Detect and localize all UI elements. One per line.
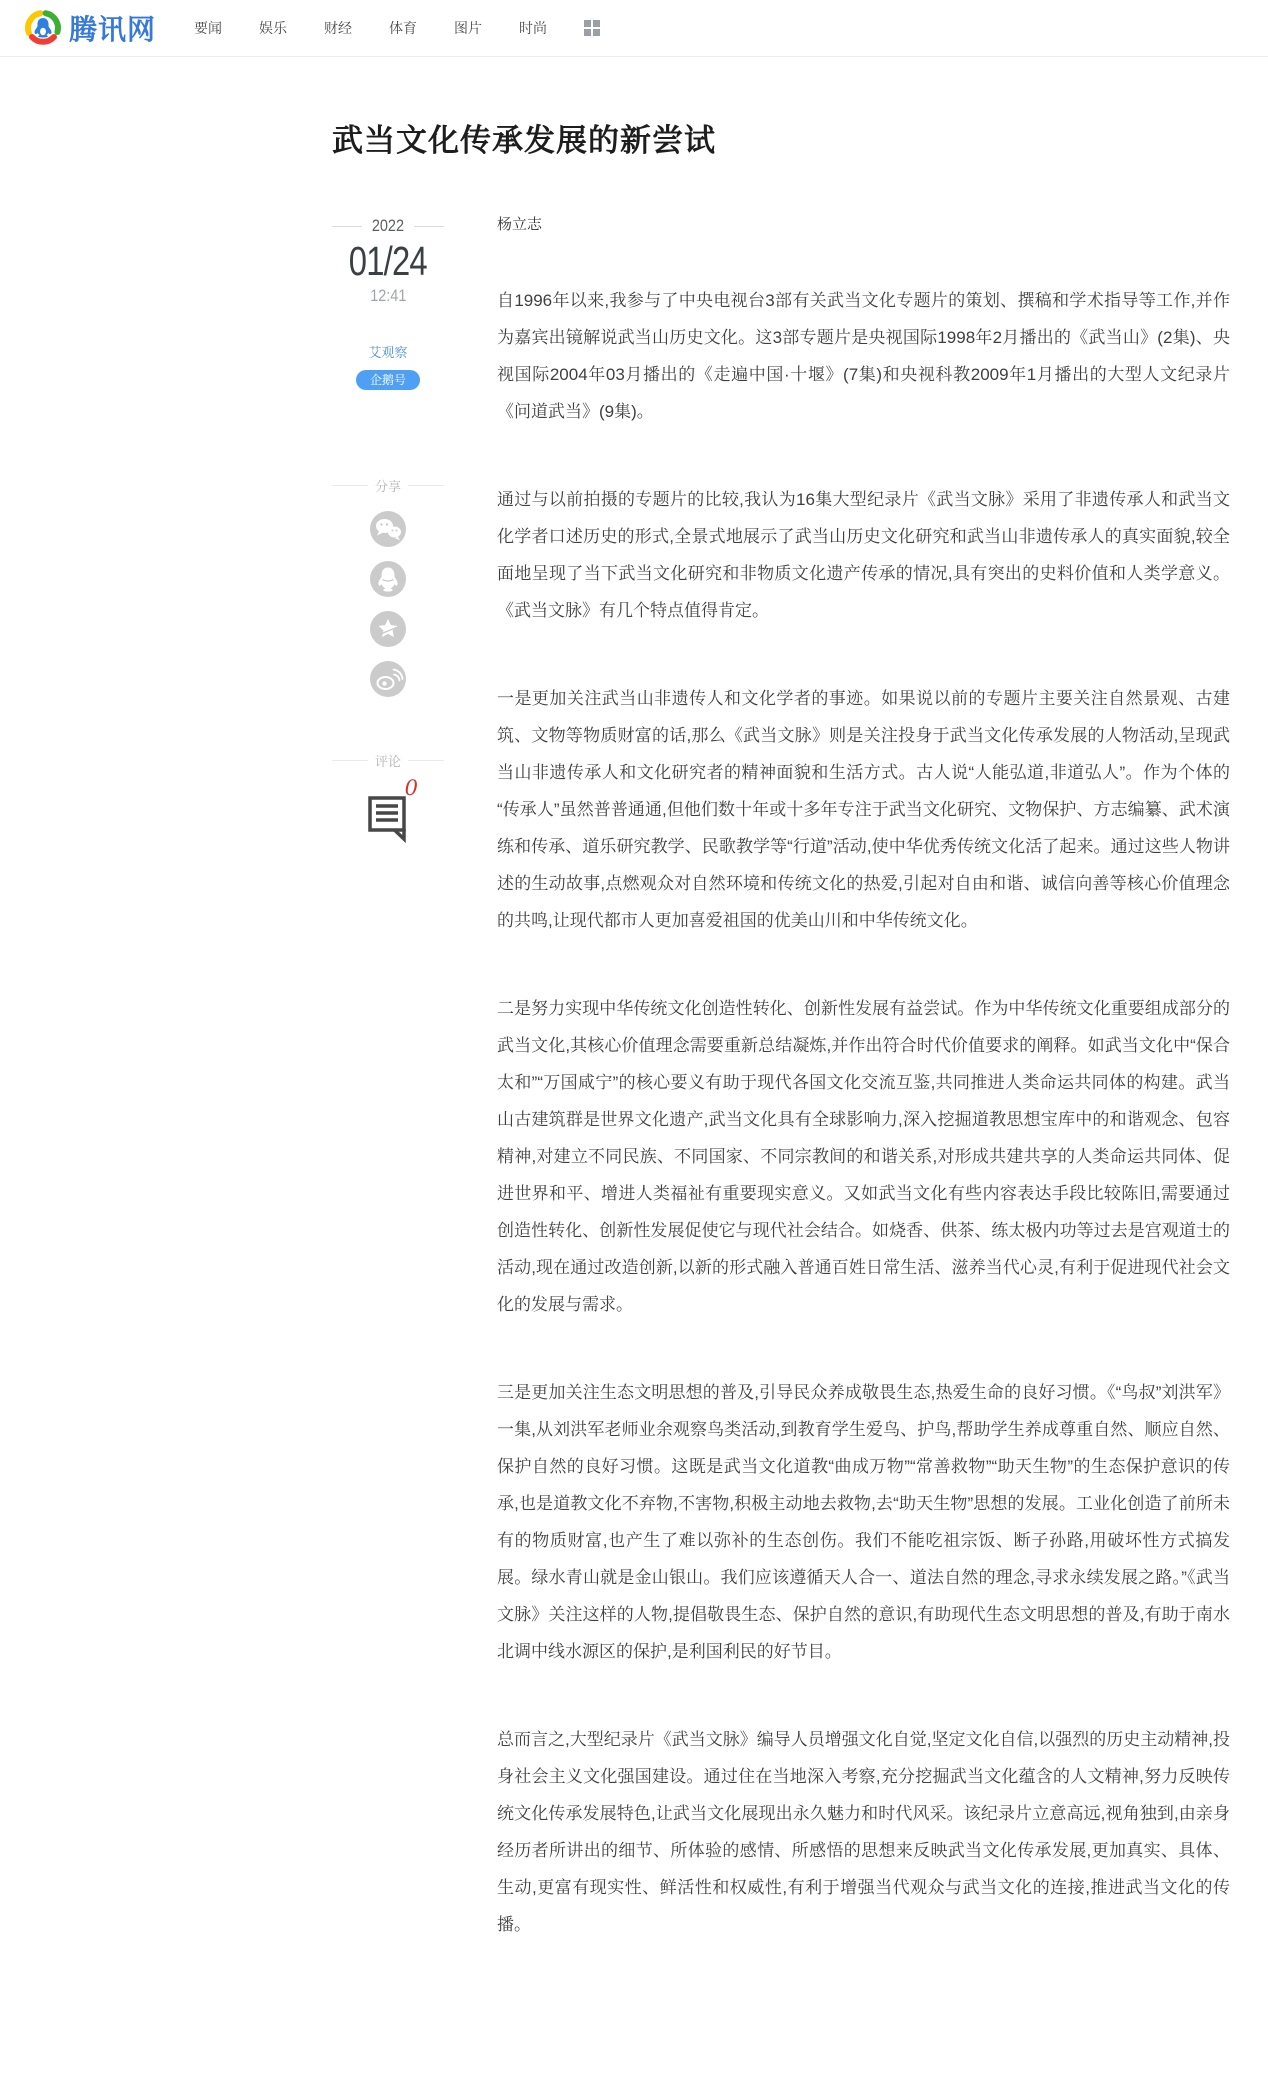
nav-item-headlines[interactable]: 要闻: [194, 20, 223, 36]
article-content: [497, 208, 1230, 1994]
tencent-logo-text: 腾讯网: [69, 14, 157, 45]
share-buttons: [370, 511, 406, 697]
article-page: [0, 115, 1268, 1994]
wechat-icon: [370, 511, 406, 547]
nav-item-finance[interactable]: 财经: [324, 20, 353, 36]
qq-icon: [370, 561, 406, 597]
share-section-label: 分享: [332, 476, 444, 495]
paragraph-4: 二是努力实现中华传统文化创造性转化、创新性发展有益尝试。作为中华传统文化重要组成部分的武当文化,其核心价值理念需要重新总结凝炼,并作出符合时代价值要求的阐释。如武当文化中“保合太和”“万国咸宁”的核心要义有助于现代各国文化交流互鉴,共同推进人类命运共同体的构建。武当山古建筑群是世界文化遗产,武当文化具有全球影响力,深入挖掘道教思想宝库中的和谐观念、包容精神,对建立不同民族、不同国家、不同宗教间的和谐关系,对形成共建共享的人类命运共同体、促进世界和平、增进人类福祉有重要现实意义。又如武当文化有些内容表达手段比较陈旧,需要通过创造性转化、创新性发展促使它与现代社会结合。如烧香、供茶、练太极内功等过去是宫观道士的活动,现在通过改造创新,以新的形式融入普通百姓日常生活、滋养当代心灵,有利于促进现代社会文化的发展与需求。: [497, 999, 1230, 1314]
comment-button[interactable]: [362, 776, 418, 844]
qq-share-button[interactable]: [370, 561, 406, 597]
tencent-penguin-logo-icon: [24, 9, 62, 47]
penguin-account-badge: 企鹅号: [356, 370, 420, 390]
weibo-icon: [370, 661, 406, 697]
tencent-logo[interactable]: [24, 8, 156, 48]
publish-year: 2022: [332, 216, 444, 236]
article-meta-sidebar: [332, 208, 444, 844]
nav-item-entertainment[interactable]: 娱乐: [259, 20, 288, 36]
paragraph-3: 一是更加关注武当山非遗传人和文化学者的事迹。如果说以前的专题片主要关注自然景观、古建筑、文物等物质财富的话,那么《武当文脉》则是关注投身于武当文化传承发展的人物活动,呈现武当山非遗传承人和文化研究者的精神面貌和生活方式。古人说“人能弘道,非道弘人”。作为个体的“传承人”虽然普普通通,但他们数十年或十多年专注于武当文化研究、文物保护、方志编纂、武术演练和传承、道乐研究教学、民歌教学等“行道”活动,使中华优秀传统文化活了起来。通过这些人物讲述的生动故事,点燃观众对自然环境和传统文化的热爱,引起对自由和谐、诚信向善等核心价值理念的共鸣,让现代都市人更加喜爱祖国的优美山川和中华传统文化。: [497, 689, 1230, 930]
weibo-share-button[interactable]: [370, 661, 406, 697]
source-account-link[interactable]: 艾观察: [368, 345, 408, 360]
paragraph-1: 自1996年以来,我参与了中央电视台3部有关武当文化专题片的策划、撰稿和学术指导等工作,并作为嘉宾出镜解说武当山历史文化。这3部专题片是央视国际1998年2月播出的《武当山》(2集)、央视国际2004年03月播出的《走遍中国·十堰》(7集)和央视科教2009年1月播出的大型人文纪录片《问道武当》(9集)。: [497, 291, 1230, 421]
paragraph-6: 总而言之,大型纪录片《武当文脉》编导人员增强文化自觉,坚定文化自信,以强烈的历史主动精神,投身社会主义文化强国建设。通过住在当地深入考察,充分挖掘武当文化蕴含的人文精神,努力反映传统文化传承发展特色,让武当文化展现出永久魅力和时代风采。该纪录片立意高远,视角独到,由亲身经历者所讲出的细节、所体验的感情、所感悟的思想来反映武当文化传承发展,更加真实、具体、生动,更富有现实性、鲜活性和权威性,有利于增强当代观众与武当文化的连接,推进武当文化的传播。: [497, 1730, 1231, 1934]
article-title: 武当文化传承发展的新尝试: [332, 123, 716, 158]
author-name: 杨立志: [497, 216, 543, 233]
qzone-share-button[interactable]: [370, 611, 406, 647]
qzone-icon: [370, 611, 406, 647]
nav-item-pictures[interactable]: 图片: [454, 20, 483, 36]
comment-count-badge: 0: [404, 776, 418, 800]
top-nav-bar: [0, 0, 1268, 57]
wechat-share-button[interactable]: [370, 511, 406, 547]
publish-date: 01/24: [348, 238, 428, 284]
main-nav: [194, 18, 600, 38]
more-channels-grid-icon[interactable]: [584, 20, 600, 36]
publish-time: 12:41: [369, 286, 407, 305]
paragraph-5: 三是更加关注生态文明思想的普及,引导民众养成敬畏生态,热爱生命的良好习惯。《“鸟叔”刘洪军》一集,从刘洪军老师业余观察鸟类活动,到教育学生爱鸟、护鸟,帮助学生养成尊重自然、顺应自然、保护自然的良好习惯。这既是武当文化道教“曲成万物”“常善救物”“助天生物”的生态保护意识的传承,也是道教文化不弃物,不害物,积极主动地去救物,去“助天生物”思想的发展。工业化创造了前所未有的物质财富,也产生了难以弥补的生态创伤。我们不能吃祖宗饭、断子孙路,用破坏性方式搞发展。绿水青山就是金山银山。我们应该遵循天人合一、道法自然的理念,寻求永续发展之路。”《武当文脉》关注这样的人物,提倡敬畏生态、保护自然的意识,有助现代生态文明思想的普及,有助于南水北调中线水源区的保护,是利国利民的好节目。: [497, 1383, 1230, 1661]
comment-section-label: 评论: [332, 751, 444, 770]
nav-item-fashion[interactable]: 时尚: [519, 20, 548, 36]
paragraph-2: 通过与以前拍摄的专题片的比较,我认为16集大型纪录片《武当文脉》采用了非遗传承人和武当文化学者口述历史的形式,全景式地展示了武当山历史文化研究和武当山非遗传承人的真实面貌,较全面地呈现了当下武当文化研究和非物质文化遗产传承的情况,具有突出的史料价值和人类学意义。《武当文脉》有几个特点值得肯定。: [497, 490, 1230, 620]
nav-item-sports[interactable]: 体育: [389, 20, 418, 36]
